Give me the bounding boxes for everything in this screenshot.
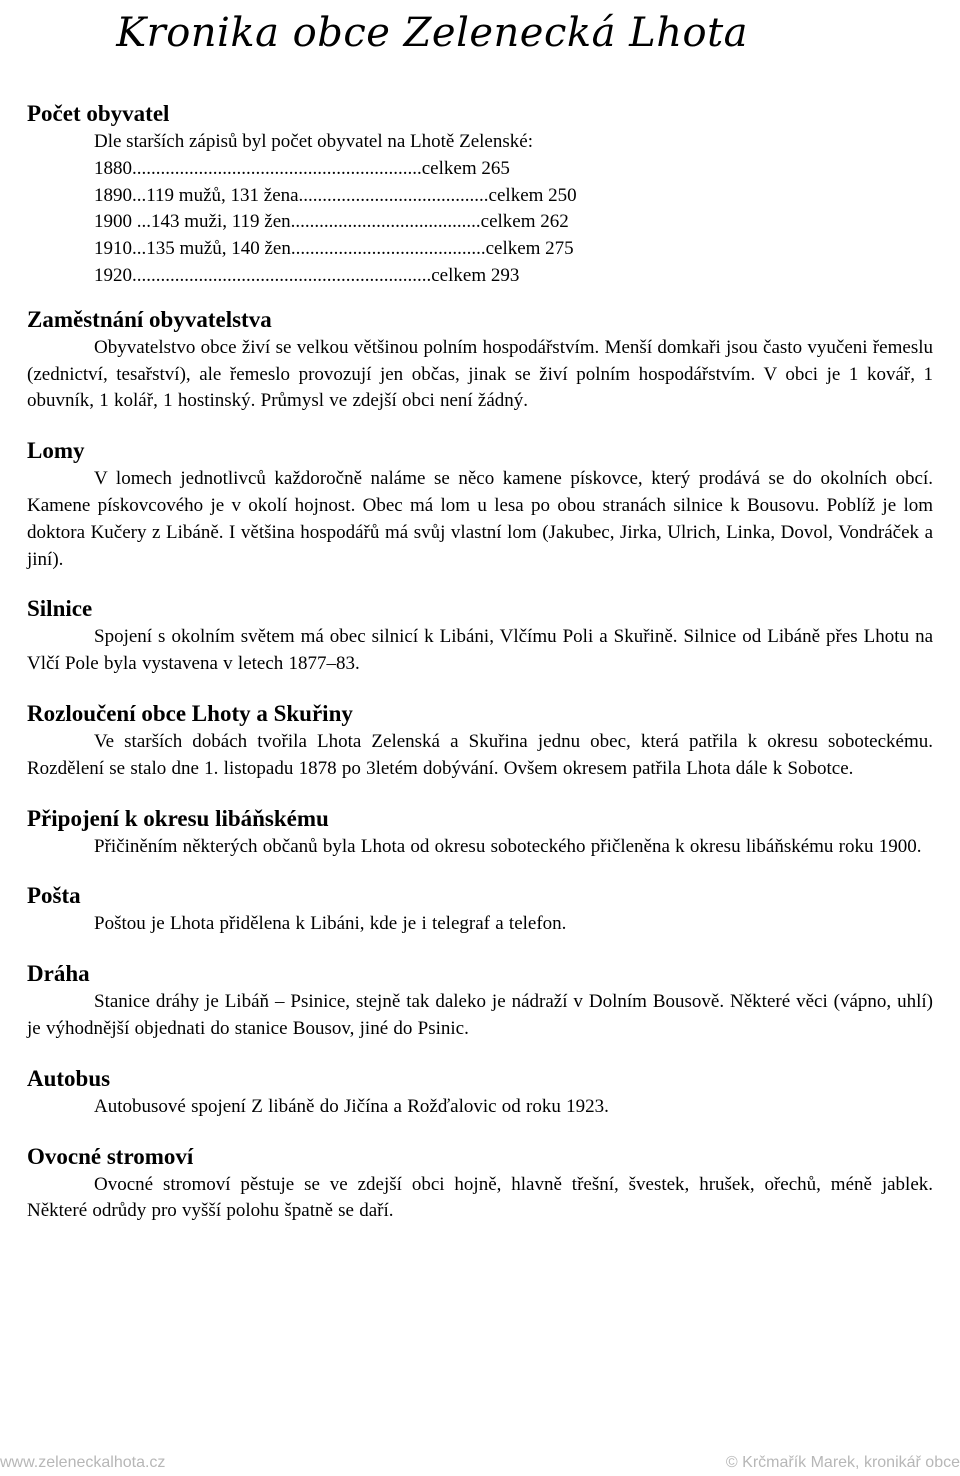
section-text: Autobusové spojení Z libáně do Jičína a Rožďalovic od roku 1923.: [94, 1095, 609, 1117]
page-footer: [0, 1454, 960, 1476]
population-row: 1900 ...143 muži, 119 žen........................................celkem 262: [94, 211, 569, 233]
section-lomy: [27, 436, 933, 573]
section-heading: Silnice: [27, 596, 93, 622]
section-pocet-obyvatel: [27, 99, 933, 290]
section-ovocne-stromovi: [27, 1142, 933, 1226]
section-zamestnani: [27, 305, 933, 415]
section-pripojeni: [27, 804, 933, 861]
population-row: 1910...135 mužů, 140 žen.........................................celkem 275: [94, 238, 574, 260]
section-heading: Lomy: [27, 438, 85, 464]
section-text: Ve starších dobách tvořila Lhota Zelenská a Skuřina jednu obec, která patřila k okresu soboteckému. Rozdělení se stalo dne 1. listopadu 1878 po 3letém dobývání. Ovšem okresem patřila Lhota dále k Sobotce.: [27, 730, 933, 779]
section-draha: [27, 959, 933, 1043]
section-rozlouceni: [27, 699, 933, 783]
section-text: V lomech jednotlivců každoročně naláme se něco kamene pískovce, který prodává se do okolních obcí. Kamene pískovcového je v okolí hojnost. Obec má lom u lesa po obou stranách silnice k Bousovu. Poblíž je lom doktora Kučery z Libáně. I většina hospodářů má svůj vlastní lom (Jakubec, Jirka, Ulrich, Linka, Dovol, Vondráček a jiní).: [27, 468, 933, 570]
population-row: 1920...............................................................celkem 293: [94, 264, 520, 286]
population-intro: Dle starších zápisů byl počet obyvatel na Lhotě Zelenské:: [94, 131, 533, 152]
section-heading: Rozloučení obce Lhoty a Skuřiny: [27, 700, 353, 726]
population-row: 1880.............................................................celkem 265: [94, 157, 510, 179]
section-heading: Počet obyvatel: [27, 101, 170, 126]
population-row: 1890...119 mužů, 131 žena........................................celkem 250: [94, 184, 577, 206]
section-heading: Dráha: [27, 961, 90, 987]
section-heading: Zaměstnání obyvatelstva: [27, 306, 272, 332]
section-silnice: [27, 594, 933, 678]
section-text: Přičiněním některých občanů byla Lhota od okresu soboteckého přičleněna k okresu libáňskému roku 1900.: [94, 835, 922, 857]
section-posta: [27, 881, 933, 938]
section-text: Ovocné stromoví pěstuje se ve zdejší obci hojně, hlavně třešní, švestek, hrušek, ořechů, méně jablek. Některé odrůdy pro vyšší polohu špatně se daří.: [27, 1173, 933, 1222]
section-text: Stanice dráhy je Libáň – Psinice, stejně tak daleko je nádraží v Dolním Bousově. Některé věci (vápno, uhlí) je výhodnější objednati do stanice Bousov, jiné do Psinic.: [27, 991, 933, 1039]
section-heading: Připojení k okresu libáňskému: [27, 805, 329, 831]
section-text: Poštou je Lhota přidělena k Libáni, kde je i telegraf a telefon.: [94, 913, 567, 935]
section-heading: Pošta: [27, 883, 81, 909]
section-heading: Autobus: [27, 1065, 111, 1091]
section-text: Spojení s okolním světem má obec silnicí k Libáni, Vlčímu Poli a Skuřině. Silnice od Libáně přes Lhotu na Vlčí Pole byla vystavena v letech 1877–83.: [27, 626, 933, 675]
page-title: Kronika obce Zelenecká Lhota: [116, 10, 748, 56]
section-autobus: [27, 1064, 933, 1121]
footer-website-link[interactable]: www.zeleneckalhota.cz: [0, 1454, 166, 1471]
section-text: Obyvatelstvo obce živí se velkou většinou polním hospodářstvím. Menší domkaři jsou často vyučeni řemeslu (zednictví, tesařství), ale řemeslo provozují jen občas, jinak se živí polním hospodářstvím. V obci je 1 kovář, 1 obuvník, 1 kolář, 1 hostinský. Průmysl ve zdejší obci není žádný.: [27, 336, 933, 412]
document-body: [27, 99, 933, 1225]
section-heading: Ovocné stromoví: [27, 1143, 194, 1169]
footer-credit: © Krčmařík Marek, kronikář obce: [725, 1454, 960, 1471]
